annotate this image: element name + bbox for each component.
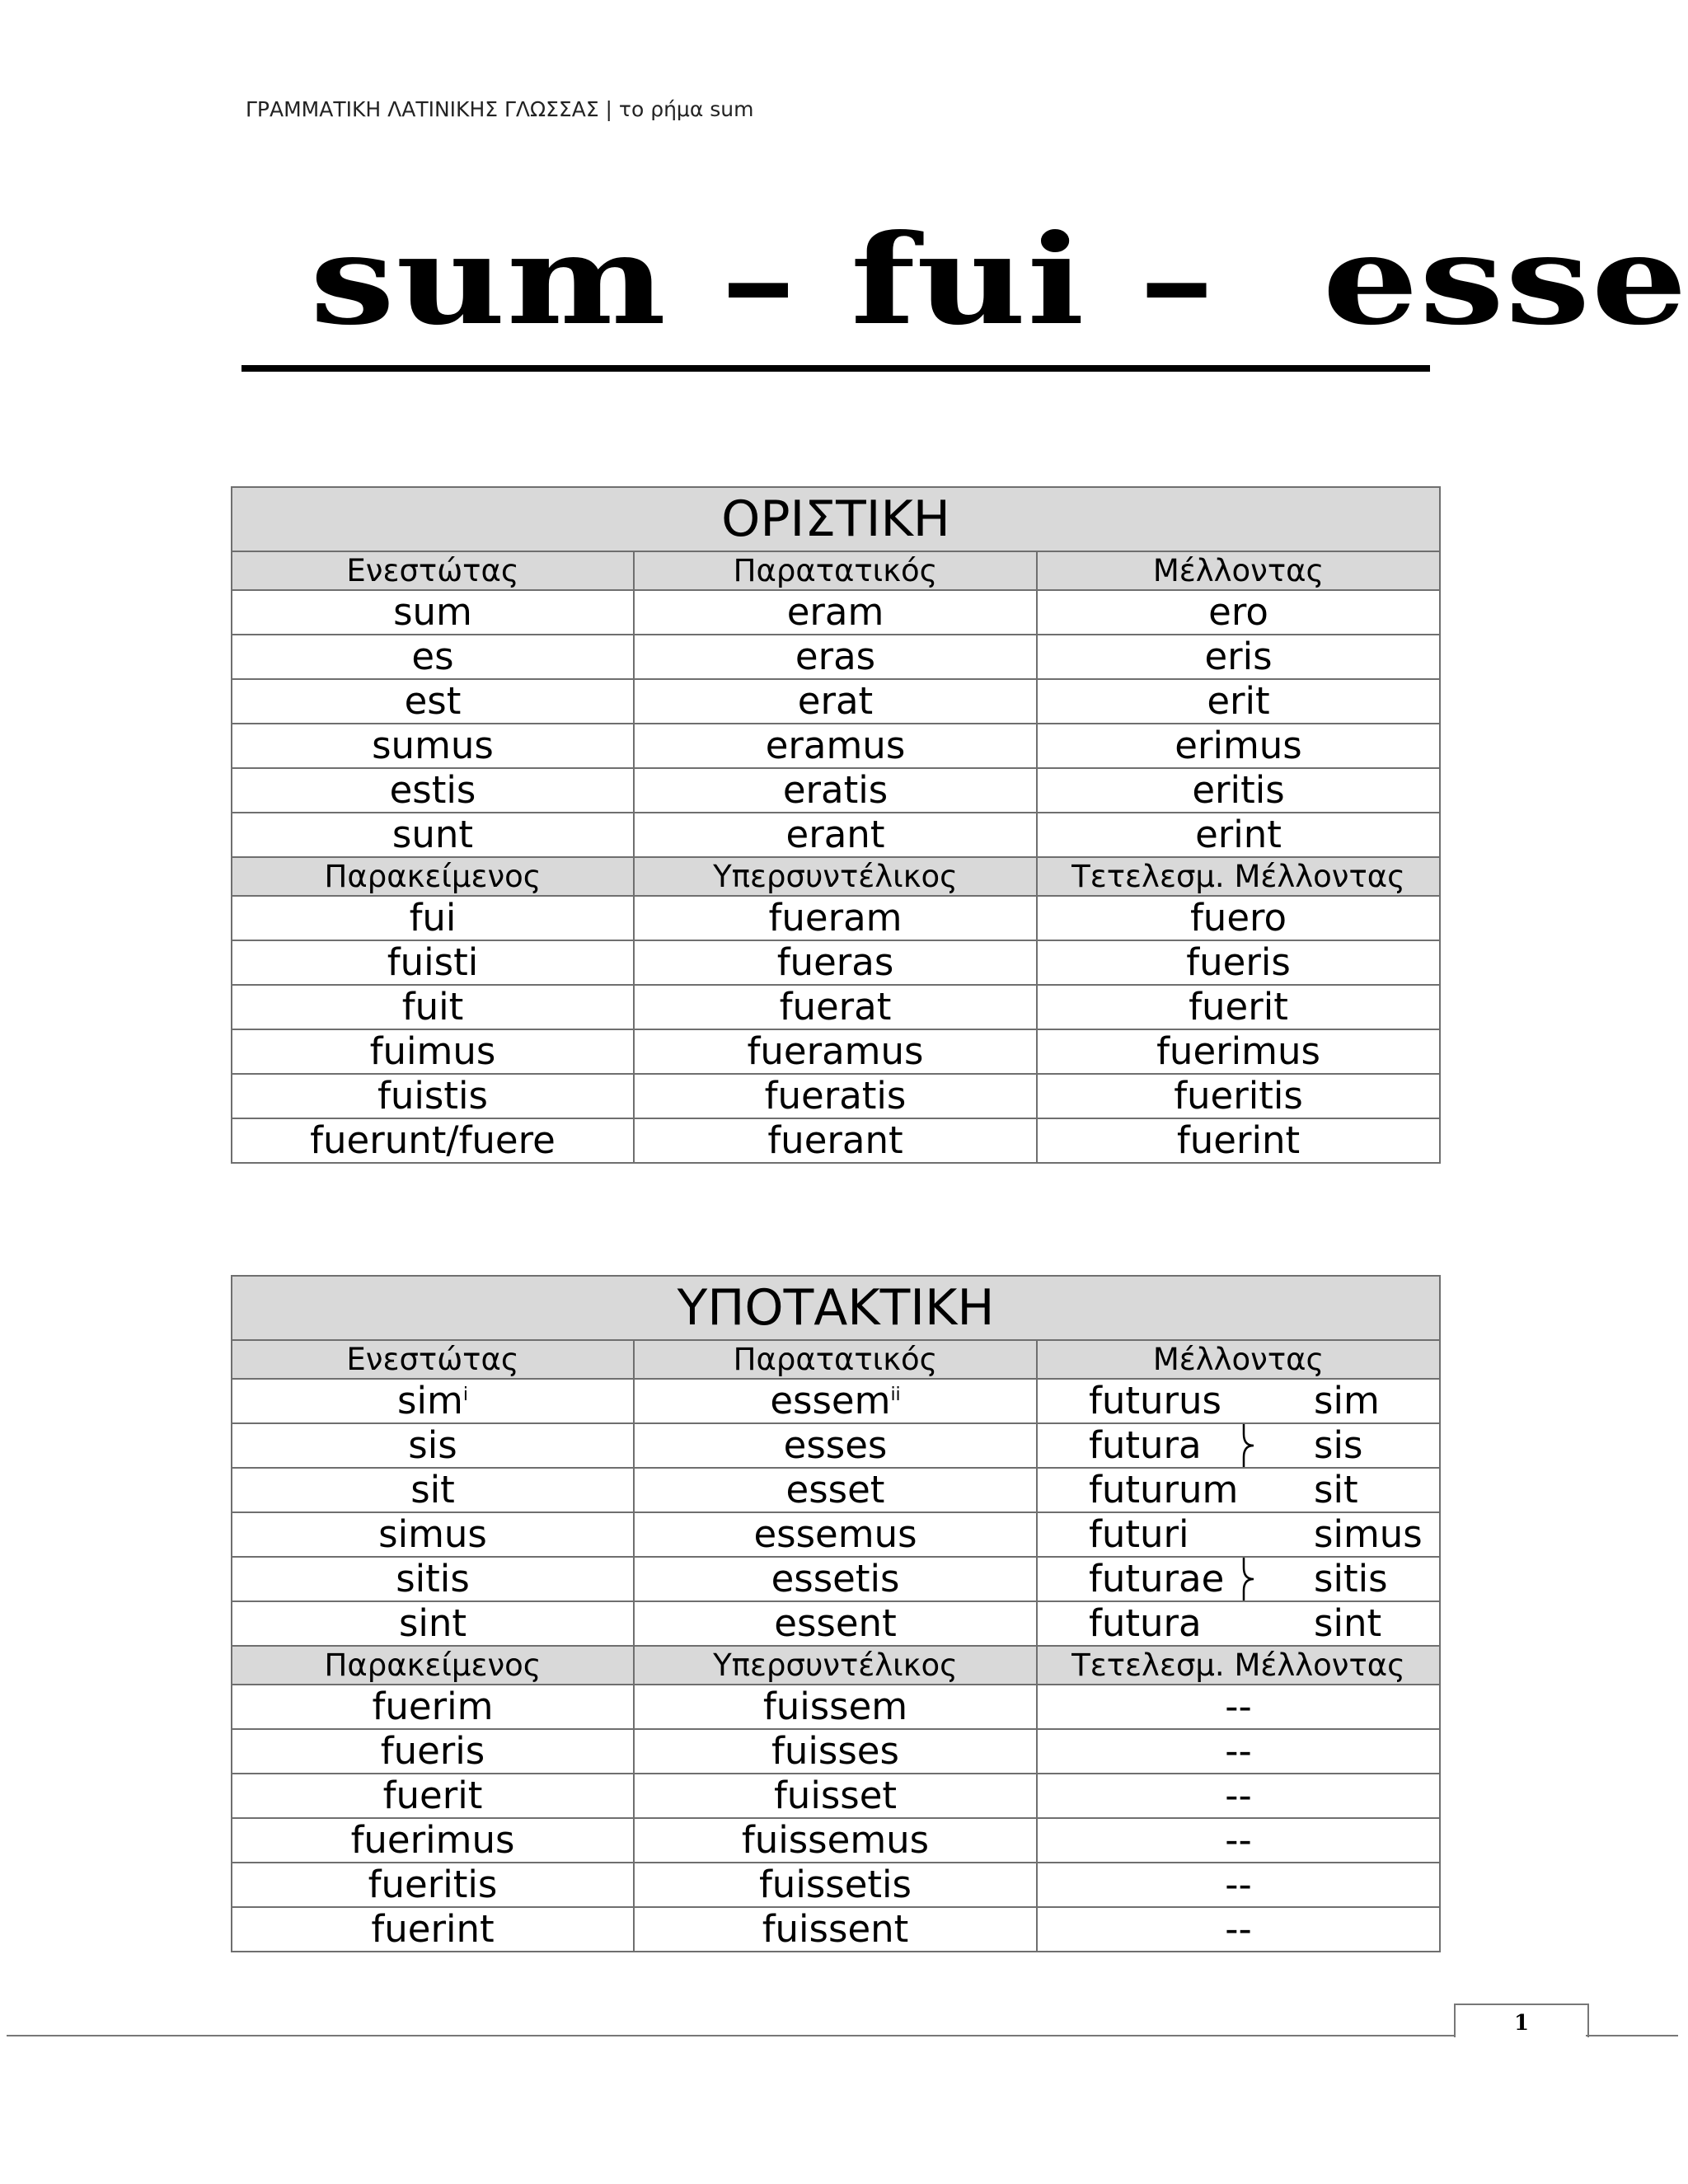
verb-form: sit (232, 1468, 634, 1512)
mood-heading-subjunctive: ΥΠΟΤΑΚΤΙΚΗ (232, 1276, 1440, 1340)
table-row (232, 635, 1440, 679)
verb-form: fui (232, 896, 634, 940)
future-participle: futura (1089, 1601, 1202, 1645)
verb-form: fuerint (232, 1907, 634, 1952)
table-row (232, 1818, 1440, 1863)
table-row (232, 768, 1440, 813)
verb-form: fuissemus (634, 1818, 1037, 1863)
verb-form: fuerit (232, 1774, 634, 1818)
running-header: ΓΡΑΜΜΑΤΙΚΗ ΛΑΤΙΝΙΚΗΣ ΓΛΩΣΣΑΣ | το ρήμα sum (246, 97, 754, 121)
table-row (232, 1774, 1440, 1818)
footer-rule (1586, 2035, 1678, 2036)
verb-form: fuissem (634, 1685, 1037, 1729)
verb-form: erant (634, 813, 1037, 857)
verb-form: erimus (1037, 724, 1440, 768)
verb-form: fuerit (1037, 985, 1440, 1029)
verb-form: -- (1037, 1907, 1440, 1952)
table-row (232, 1029, 1440, 1074)
verb-form: fuimus (232, 1029, 634, 1074)
table-row (232, 1685, 1440, 1729)
indicative-table (231, 486, 1441, 1164)
verb-form: fuerant (634, 1118, 1037, 1163)
verb-form: fueras (634, 940, 1037, 985)
periphrastic-form (1037, 1379, 1440, 1423)
verb-form: fuisset (634, 1774, 1037, 1818)
verb-form: fuerimus (1037, 1029, 1440, 1074)
verb-form: fuit (232, 985, 634, 1029)
verb-form: erit (1037, 679, 1440, 724)
tense-header-row (232, 1646, 1440, 1685)
tense-header: Μέλλοντας (1037, 1340, 1440, 1379)
verb-form: eramus (634, 724, 1037, 768)
verb-form: simus (232, 1512, 634, 1557)
verb-form: sitis (232, 1557, 634, 1601)
verb-form: erint (1037, 813, 1440, 857)
future-participle: futura (1089, 1423, 1202, 1467)
verb-form: ero (1037, 590, 1440, 635)
verb-form: fueritis (1037, 1074, 1440, 1118)
verb-form: -- (1037, 1774, 1440, 1818)
verb-form: es (232, 635, 634, 679)
verb-form: eris (1037, 635, 1440, 679)
endnote-marker: i (462, 1385, 468, 1405)
verb-form: erat (634, 679, 1037, 724)
tense-header: Υπερσυντέλικος (634, 857, 1037, 896)
table-row (232, 813, 1440, 857)
table-row (232, 590, 1440, 635)
table-row (232, 1074, 1440, 1118)
subjunctive-table (231, 1275, 1441, 1952)
verb-form: -- (1037, 1863, 1440, 1907)
tense-header: Παρακείμενος (232, 857, 634, 896)
verb-form: fueritis (232, 1863, 634, 1907)
verb-form: fueris (232, 1729, 634, 1774)
verb-form: eram (634, 590, 1037, 635)
future-participle: futurus (1089, 1379, 1221, 1422)
curly-brace-icon (1227, 1557, 1255, 1601)
verb-form: esset (634, 1468, 1037, 1512)
auxiliary-verb: sim (1314, 1379, 1380, 1422)
auxiliary-verb: sis (1314, 1423, 1363, 1467)
tense-header-row (232, 1340, 1440, 1379)
auxiliary-verb: simus (1314, 1512, 1423, 1556)
verb-form: sunt (232, 813, 634, 857)
table-row (232, 1379, 1440, 1423)
verb-form: esses (634, 1423, 1037, 1468)
future-participle: futurae (1089, 1557, 1225, 1601)
verb-form: fuistis (232, 1074, 634, 1118)
verb-form: -- (1037, 1685, 1440, 1729)
future-participle: futurum (1089, 1468, 1239, 1511)
verb-form: fuerimus (232, 1818, 634, 1863)
periphrastic-form (1037, 1557, 1440, 1601)
verb-form: fueramus (634, 1029, 1037, 1074)
table-row (232, 1729, 1440, 1774)
verb-form: eritis (1037, 768, 1440, 813)
tense-header: Παρακείμενος (232, 1646, 634, 1685)
table-row (232, 679, 1440, 724)
footer-rule (7, 2035, 1456, 2036)
verb-form (232, 1379, 634, 1423)
table-row (232, 1601, 1440, 1646)
endnote-marker: ii (890, 1385, 901, 1405)
tense-header: Παρατατικός (634, 1340, 1037, 1379)
tense-header: Υπερσυντέλικος (634, 1646, 1037, 1685)
periphrastic-form (1037, 1423, 1440, 1468)
verb-form: fueram (634, 896, 1037, 940)
verb-form: fuerim (232, 1685, 634, 1729)
verb-form: est (232, 679, 634, 724)
table-row (232, 1512, 1440, 1557)
verb-form: fuerunt/fuere (232, 1118, 634, 1163)
future-participle: futuri (1089, 1512, 1189, 1556)
verb-form: essemus (634, 1512, 1037, 1557)
periphrastic-form (1037, 1512, 1440, 1557)
verb-form: essetis (634, 1557, 1037, 1601)
verb-form: fuero (1037, 896, 1440, 940)
auxiliary-verb: sint (1314, 1601, 1382, 1645)
verb-form: sum (232, 590, 634, 635)
periphrastic-form (1037, 1601, 1440, 1646)
auxiliary-verb: sitis (1314, 1557, 1388, 1601)
verb-form: sis (232, 1423, 634, 1468)
verb-form: estis (232, 768, 634, 813)
tense-header: Ενεστώτας (232, 1340, 634, 1379)
verb-form: fuisses (634, 1729, 1037, 1774)
verb-form: sint (232, 1601, 634, 1646)
verb-form: fuerint (1037, 1118, 1440, 1163)
verb-form: eras (634, 635, 1037, 679)
page-number: 1 (1513, 2011, 1530, 2036)
verb-form: fueratis (634, 1074, 1037, 1118)
tense-header-row (232, 551, 1440, 590)
verb-form-text: sim (397, 1379, 463, 1422)
table-row (232, 896, 1440, 940)
table-row (232, 1118, 1440, 1163)
verb-form: eratis (634, 768, 1037, 813)
verb-form: fueris (1037, 940, 1440, 985)
tense-header: Ενεστώτας (232, 551, 634, 590)
verb-form: fuissetis (634, 1863, 1037, 1907)
periphrastic-form (1037, 1468, 1440, 1512)
table-row (232, 1863, 1440, 1907)
verb-form: -- (1037, 1729, 1440, 1774)
verb-form-text: essem (770, 1379, 891, 1422)
tense-header-row (232, 857, 1440, 896)
table-row (232, 1557, 1440, 1601)
verb-form: essent (634, 1601, 1037, 1646)
verb-form: fuerat (634, 985, 1037, 1029)
verb-form: sumus (232, 724, 634, 768)
table-row (232, 1468, 1440, 1512)
auxiliary-verb: sit (1314, 1468, 1358, 1511)
tense-header: Μέλλοντας (1037, 551, 1440, 590)
tense-header: Τετελεσμ. Μέλλοντας (1037, 1646, 1440, 1685)
title-underline (241, 365, 1430, 372)
page-title: sum – fui – esse (310, 208, 1688, 353)
curly-brace-icon (1227, 1423, 1255, 1468)
tense-header: Παρατατικός (634, 551, 1037, 590)
table-row (232, 1907, 1440, 1952)
verb-form: -- (1037, 1818, 1440, 1863)
verb-form: fuissent (634, 1907, 1037, 1952)
table-row (232, 985, 1440, 1029)
table-row (232, 724, 1440, 768)
verb-form (634, 1379, 1037, 1423)
tense-header: Τετελεσμ. Μέλλοντας (1037, 857, 1440, 896)
verb-form: fuisti (232, 940, 634, 985)
table-row (232, 940, 1440, 985)
table-row (232, 1423, 1440, 1468)
mood-heading-indicative: ΟΡΙΣΤΙΚΗ (232, 487, 1440, 551)
